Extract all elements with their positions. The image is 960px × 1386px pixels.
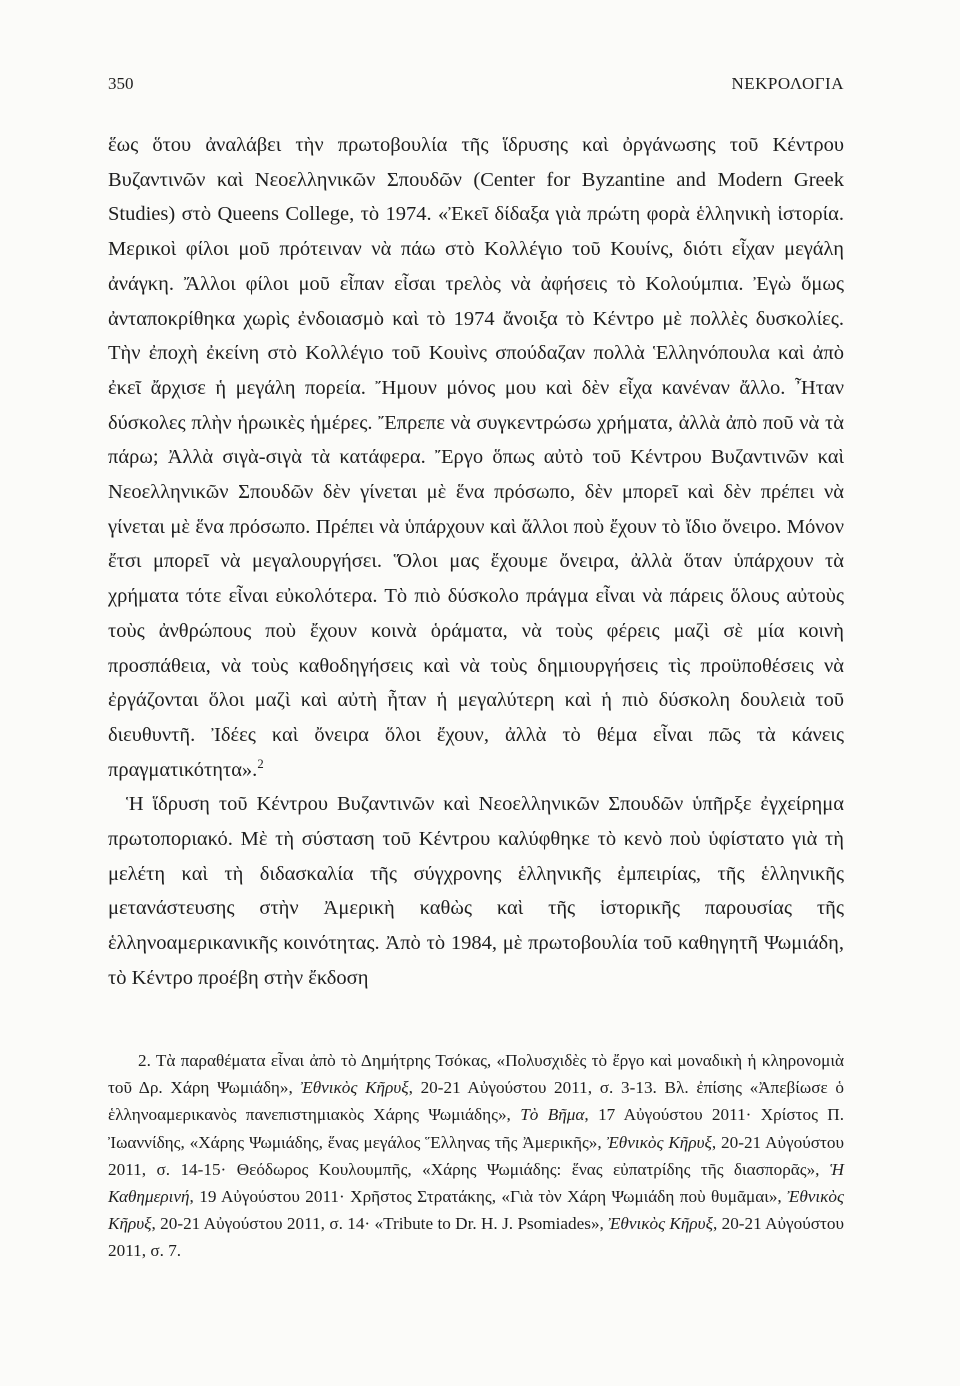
- footnote-segment: 2. Τὰ παραθέματα εἶναι ἀπὸ τὸ Δημήτρης Τσόκας, «Πολυσχιδὲς τὸ ἔργο καὶ μοναδικὴ ἡ κληρονομιὰ τοῦ Δρ. Χάρη Ψωμιάδη»,: [108, 1051, 844, 1098]
- paragraph-text: ἕως ὅτου ἀναλάβει τὴν πρωτοβουλία τῆς ἵδρυσης καὶ ὀργάνωσης τοῦ Κέντρου Βυζαντινῶν καὶ Νεοελληνικῶν Σπουδῶν (Center for Byzantine and Modern Greek Studies) στὸ Queens College, τὸ 1974. «Ἐκεῖ δίδαξα γιὰ πρώτη φορὰ ἑλληνικὴ ἱστορία. Μερικοὶ φίλοι μοῦ πρότειναν νὰ πάω στὸ Κολλέγιο τοῦ Κουίνς, διότι εἶχαν μεγάλη ἀνάγκη. Ἄλλοι φίλοι μοῦ εἶπαν εἶσαι τρελὸς νὰ ἀφήσεις τὸ Κολούμπια. Ἐγὼ ὅμως ἀνταποκρίθηκα χωρὶς ἐνδοιασμὸ καὶ τὸ 1974 ἄνοιξα τὸ Κέντρο μὲ πολλὲς δυσκολίες. Τὴν ἐποχὴ ἐκείνη στὸ Κολλέγιο τοῦ Κουὶνς σπούδαζαν πολλὰ Ἑλληνόπουλα καὶ ἀπὸ ἐκεῖ ἄρχισε ἡ μεγάλη πορεία. Ἤμουν μόνος μου καὶ δὲν εἶχα κανέναν ἄλλο. Ἦταν δύσκολες πλὴν ἡρωικὲς ἡμέρες. Ἔπρεπε νὰ συγκεντρώσω χρήματα, ἀλλὰ ἀπὸ ποῦ νὰ τὰ πάρω; Ἀλλὰ σιγὰ-σιγὰ τὰ κατάφερα. Ἔργο ὅπως αὐτὸ τοῦ Κέντρου Βυζαντινῶν καὶ Νεοελληνικῶν Σπουδῶν δὲν γίνεται μὲ ἕνα πρόσωπο, δὲν μπορεῖ καὶ δὲν πρέπει νὰ γίνεται μὲ ἕνα πρόσωπο. Πρέπει νὰ ὑπάρχουν καὶ ἄλλοι ποὺ ἔχουν τὸ ἴδιο ὄνειρο. Μόνον ἔτσι μπορεῖ νὰ μεγαλουργήσει. Ὅλοι μας ἔχουμε ὄνειρα, ἀλλὰ ὅταν ὑπάρχουν τὰ χρήματα τότε εἶναι εὐκολότερα. Τὸ πιὸ δύσκολο πράγμα εἶναι νὰ πάρεις ὅλους αὐτοὺς τοὺς ἀνθρώπους ποὺ ἔχουν κοινὰ ὁράματα, νὰ τοὺς φέρεις μαζὶ σὲ μία κοινὴ προσπάθεια, νὰ τοὺς καθοδηγήσεις καὶ νὰ τοὺς δημιουργήσεις τὶς προϋποθέσεις νὰ ἐργάζονται ὅλοι μαζὶ καὶ αὐτὴ ἦταν ἡ μεγαλύτερη καὶ ἡ πιὸ δύσκολη δουλειὰ τοῦ διευθυντῆ. Ἰδέες καὶ ὄνειρα ὅλοι ἔχουν, ἀλλὰ τὸ θέμα εἶναι πῶς τὰ κάνεις πραγματικότητα».: [108, 134, 844, 781]
- footnote-segment: , 20-21 Αὐγούστου 2011, σ. 14· «Tribute to Dr. H. J. Psomiades»,: [151, 1214, 604, 1234]
- footnote-segment: , 17 Αὐγούστου 2011· Χρίστος Π. Ἰωαννίδης, «Χάρης Ψωμιάδης, ἕνας μεγάλος Ἕλληνας τῆς Ἀμερικῆς»,: [108, 1105, 845, 1152]
- footnote: [108, 1047, 844, 1265]
- publication-title: Ἡ Καθημερινή: [108, 1159, 845, 1207]
- footnote-segment: , 20-21 Αὐγούστου 2011, σ. 7.: [108, 1214, 845, 1261]
- body-text: [108, 128, 844, 996]
- paragraph: [108, 128, 844, 787]
- footnote-text: [108, 1047, 844, 1265]
- footnote-segment: , 20-21 Αὐγούστου 2011, σ. 14-15· Θεόδωρος Κουλουμπῆς, «Χάρης Ψωμιάδης: ἕνας εὐπατρίδης τῆς διασπορᾶς»,: [108, 1132, 844, 1179]
- footnote-ref: 2: [257, 756, 264, 771]
- running-head: ΝΕΚΡΟΛΟΓΙΑ: [731, 74, 844, 93]
- paragraph: [108, 787, 844, 995]
- footnote-segment: , 19 Αὐγούστου 2011· Χρῆστος Στρατάκης, «Γιὰ τὸν Χάρη Ψωμιάδη ποὺ θυμᾶμαι»,: [189, 1187, 782, 1207]
- publication-title: Ἐθνικὸς Κῆρυξ: [606, 1132, 712, 1152]
- paragraph-text: Ἡ ἵδρυση τοῦ Κέντρου Βυζαντινῶν καὶ Νεοελληνικῶν Σπουδῶν ὑπῆρξε ἐγχείρημα πρωτοποριακό. Μὲ τὴ σύσταση τοῦ Κέντρου καλύφθηκε τὸ κενὸ ποὺ ὑφίστατο γιὰ τὴ μελέτη καὶ τὴ διδασκαλία τῆς σύγχρονης ἑλληνικῆς ἐμπειρίας, τῆς ἑλληνικῆς μετανάστευσης στὴν Ἀμερικὴ καθὼς καὶ τῆς ἱστορικῆς παρουσίας τῆς ἑλληνοαμερικανικῆς κοινότητας. Ἀπὸ τὸ 1984, μὲ πρωτοβουλία τοῦ καθηγητῆ Ψωμιάδη, τὸ Κέντρο προέβη στὴν ἔκδοση: [108, 793, 844, 989]
- publication-title: Ἐθνικὸς Κῆρυξ: [108, 1187, 844, 1234]
- publication-title: Τὸ Βῆμα: [520, 1105, 585, 1125]
- publication-title: Ἐθνικὸς Κῆρυξ: [608, 1214, 713, 1234]
- footnote-segment: , 20-21 Αὐγούστου 2011, σ. 3-13. Βλ. ἐπίσης «Ἀπεβίωσε ὁ ἑλληνοαμερικανὸς πανεπιστημιακὸς Χάρης Ψωμιάδης»,: [108, 1078, 845, 1125]
- publication-title: Ἐθνικὸς Κῆρυξ: [300, 1078, 409, 1098]
- page-number: 350: [108, 74, 134, 93]
